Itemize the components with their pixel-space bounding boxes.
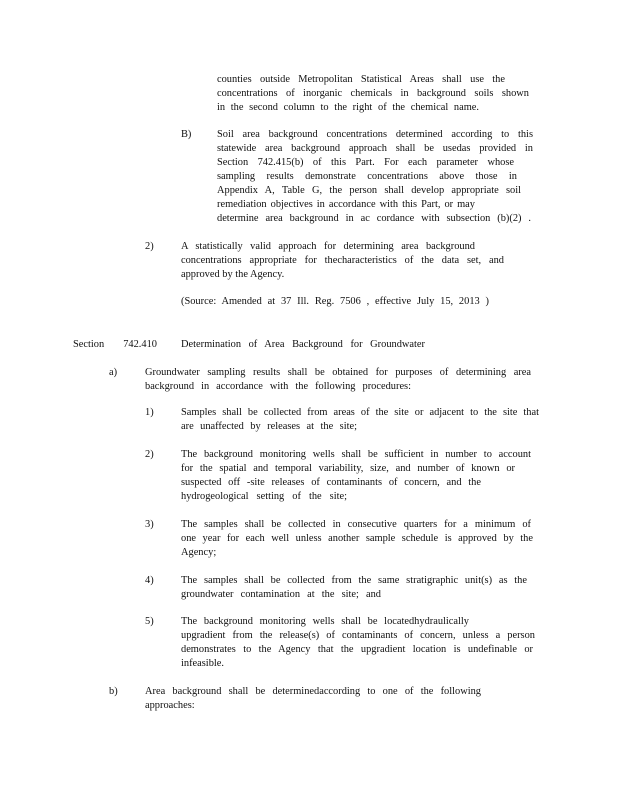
procedure-line: groundwater contamination at the site; and (181, 589, 381, 600)
continuation-line: counties outside Metropolitan Statistical Areas shall use the (217, 74, 505, 85)
item-2-line: approved by the Agency. (181, 269, 285, 280)
procedure-line: infeasible. (181, 658, 224, 669)
procedure-line: are unaffected by releases at the site; (181, 421, 357, 432)
procedure-label: 3) (145, 519, 154, 530)
procedure-label: 5) (145, 616, 154, 627)
procedure-label: 4) (145, 575, 154, 586)
sub-a-line: background in accordance with the following procedures: (145, 381, 411, 392)
procedure-label: 1) (145, 407, 154, 418)
procedure-line: demonstrates to the Agency that the upgradient location is undefinable or (181, 644, 533, 655)
procedure-line: Agency; (181, 547, 217, 558)
sub-b-line: approaches: (145, 700, 195, 711)
item-b-line: sampling results demonstrate concentrations above those in (217, 171, 517, 182)
procedure-line: hydrogeological setting of the site; (181, 491, 347, 502)
continuation-line: concentrations of inorganic chemicals in background soils shown (217, 88, 529, 99)
procedure-line: The background monitoring wells shall be sufficient in number to account (181, 449, 531, 460)
item-b-line: Soil area background concentrations determined according to this (217, 129, 533, 140)
item-2-line: concentrations appropriate for thecharacteristics of the data set, and (181, 255, 504, 266)
procedure-line: The background monitoring wells shall be locatedhydraulically (181, 616, 469, 627)
procedure-line: upgradient from the release(s) of contaminants of concern, unless a person (181, 630, 535, 641)
sub-a-label: a) (109, 367, 118, 378)
source-note: (Source: Amended at 37 Ill. Reg. 7506 , effective July 15, 2013 ) (181, 296, 489, 307)
item-2-line: A statistically valid approach for determining area background (181, 241, 475, 252)
section-number: Section 742.410 (73, 339, 157, 350)
section-title: Determination of Area Background for Groundwater (181, 339, 425, 350)
item-b-line: statewide area background approach shall be usedas provided in (217, 143, 533, 154)
procedure-label: 2) (145, 449, 154, 460)
sub-b-label: b) (109, 686, 118, 697)
procedure-line: for the spatial and temporal variability, size, and number of known or (181, 463, 515, 474)
procedure-line: The samples shall be collected from the same stratigraphic unit(s) as the (181, 575, 527, 586)
item-b-line: Section 742.415(b) of this Part. For each parameter whose (217, 157, 514, 168)
sub-a-line: Groundwater sampling results shall be obtained for purposes of determining area (145, 367, 531, 378)
continuation-line: in the second column to the right of the chemical name. (217, 102, 479, 113)
procedure-line: suspected off -site releases of contaminants of concern, and the (181, 477, 481, 488)
procedure-line: The samples shall be collected in consecutive quarters for a minimum of (181, 519, 531, 530)
procedure-line: Samples shall be collected from areas of the site or adjacent to the site that (181, 407, 539, 418)
sub-b-line: Area background shall be determinedaccording to one of the following (145, 686, 481, 697)
item-b-line: Appendix A, Table G, the person shall develop appropriate soil (217, 185, 521, 196)
procedure-line: one year for each well unless another sample schedule is approved by the (181, 533, 533, 544)
item-b-line: determine area background in ac cordance with subsection (b)(2) . (217, 213, 531, 224)
item-b-line: remediation objectives in accordance with this Part, or may (217, 199, 475, 210)
item-b-label: B) (181, 129, 192, 140)
item-2-label: 2) (145, 241, 154, 252)
